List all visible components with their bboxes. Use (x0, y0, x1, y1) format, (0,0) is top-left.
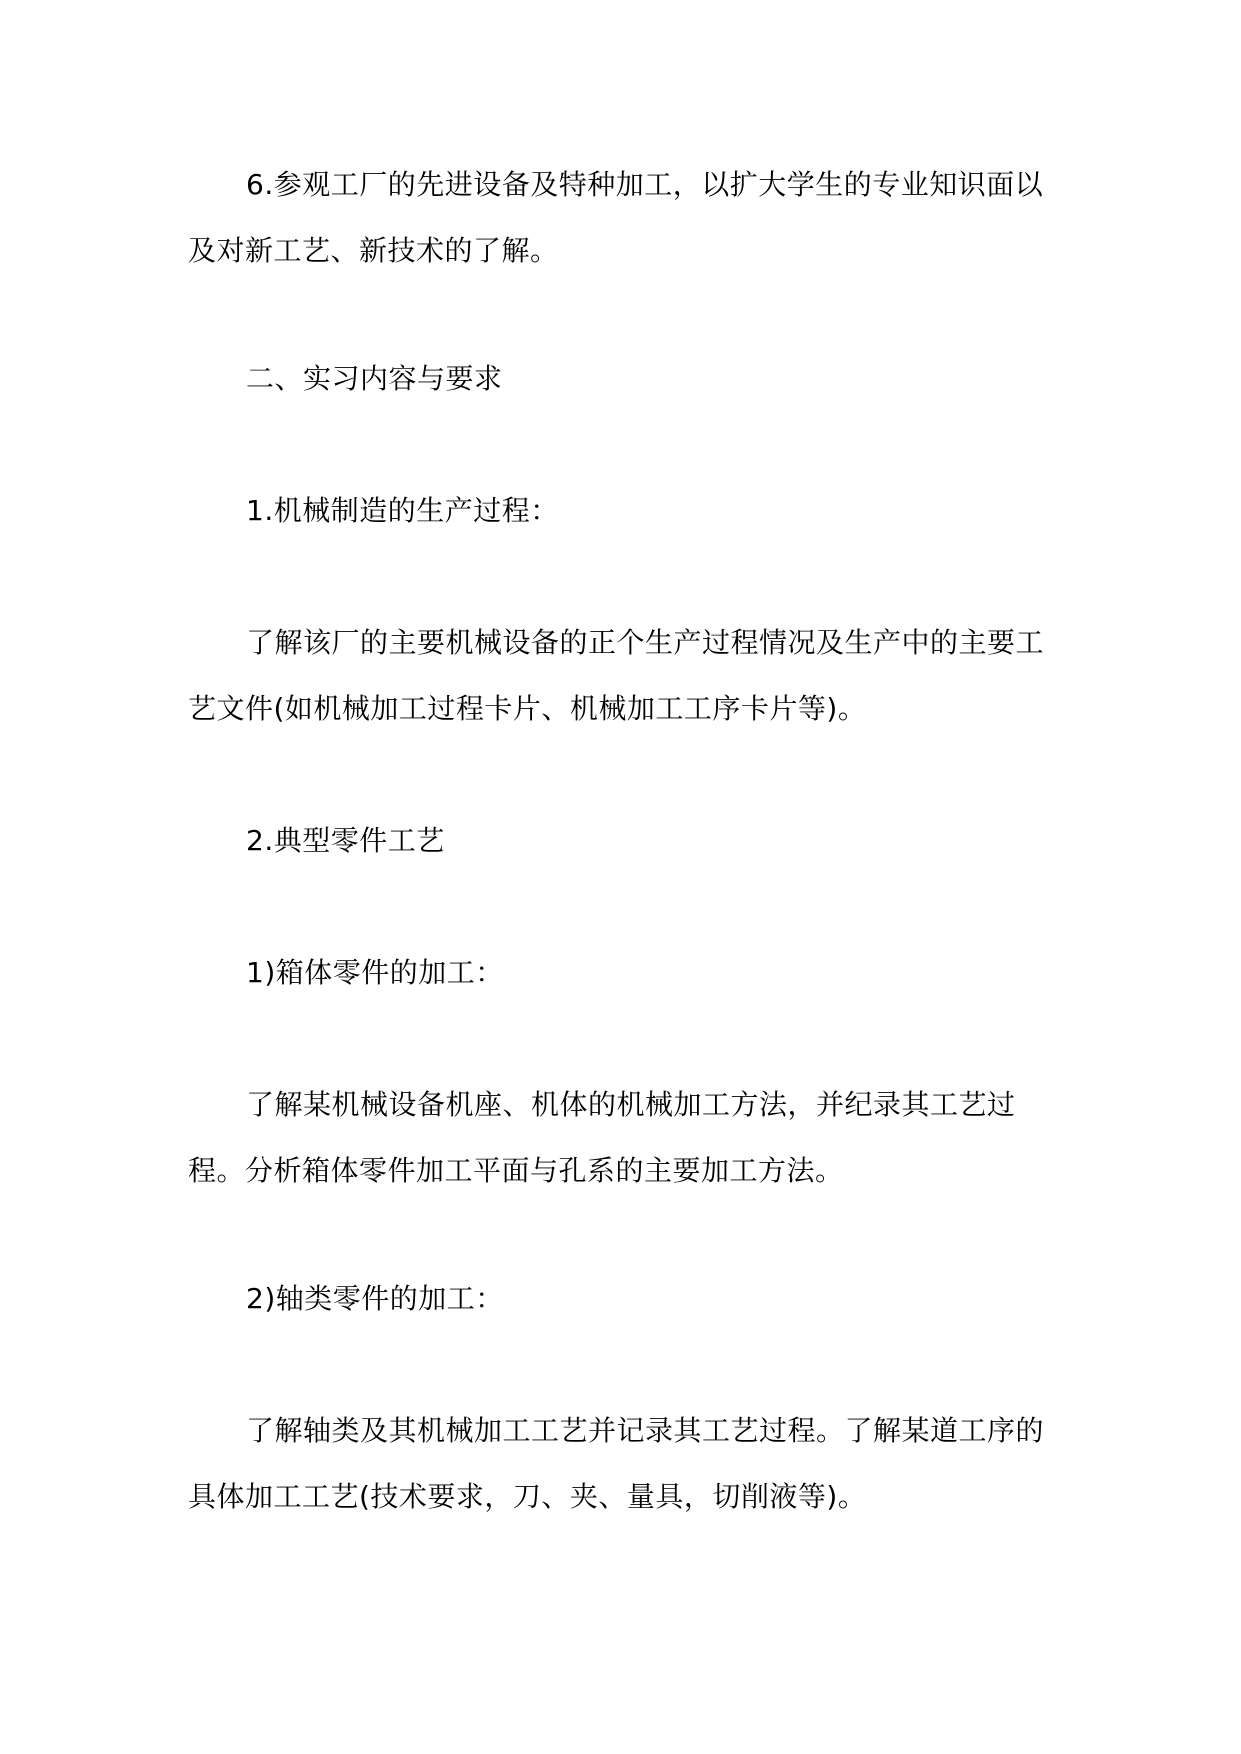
item-heading-production-process: 1.机械制造的生产过程： (246, 494, 559, 527)
item-heading-typical-parts: 2.典型零件工艺 (246, 824, 445, 857)
section-heading-content-requirements: 二、实习内容与要求 (246, 362, 503, 395)
subitem-heading-box-parts: 1)箱体零件的加工： (246, 956, 504, 989)
subitem-heading-shaft-parts: 2)轴类零件的加工： (246, 1282, 504, 1315)
paragraph-box-parts: 了解某机械设备机座、机体的机械加工方法，并纪录其工艺过程。分析箱体零件加工平面与孔系的主要加工方法。 (188, 1088, 1016, 1187)
paragraph-production-process: 了解该厂的主要机械设备的正个生产过程情况及生产中的主要工艺文件(如机械加工过程卡片、机械加工工序卡片等)。 (188, 626, 1045, 725)
paragraph-shaft-parts: 了解轴类及其机械加工工艺并记录其工艺过程。了解某道工序的具体加工工艺(技术要求，刀、夹、量具，切削液等)。 (188, 1414, 1045, 1513)
paragraph-field-visit: 6.参观工厂的先进设备及特种加工，以扩大学生的专业知识面以及对新工艺、新技术的了解。 (188, 168, 1044, 267)
